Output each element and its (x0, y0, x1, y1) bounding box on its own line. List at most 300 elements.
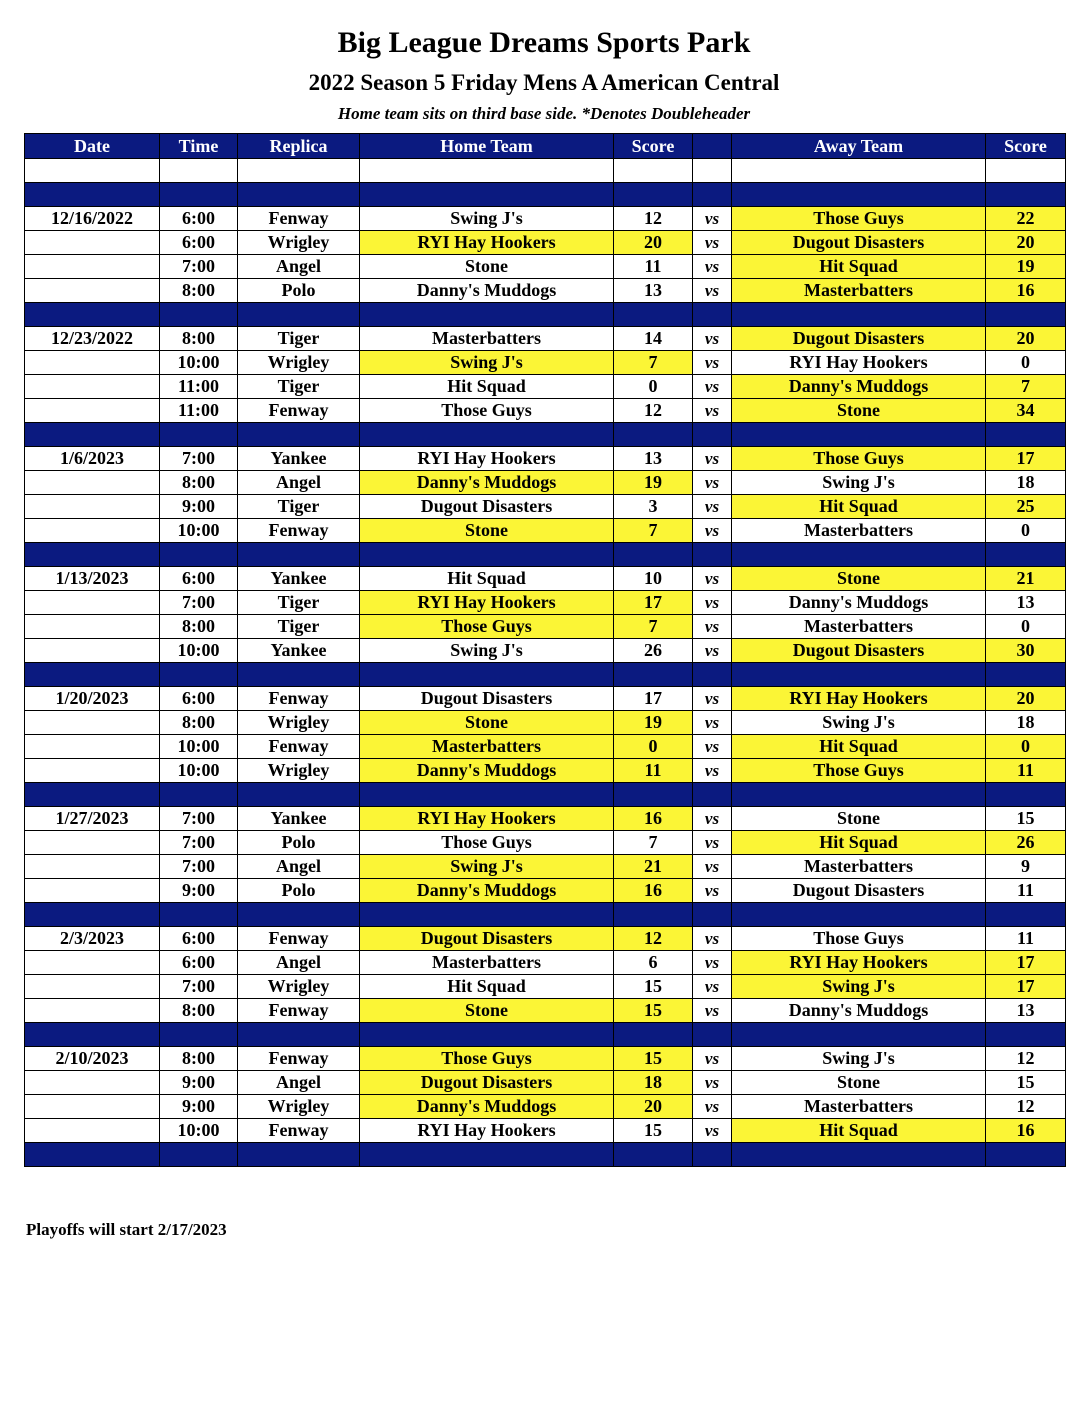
vs-label: vs (693, 639, 732, 663)
game-row (25, 735, 1066, 759)
away-score: 20 (986, 687, 1066, 711)
vs-label: vs (693, 279, 732, 303)
game-date: 1/6/2023 (25, 447, 160, 471)
away-team: Stone (732, 807, 986, 831)
away-team: RYI Hay Hookers (732, 351, 986, 375)
vs-label: vs (693, 495, 732, 519)
game-time: 8:00 (160, 471, 238, 495)
vs-label: vs (693, 519, 732, 543)
game-date (25, 231, 160, 255)
col-replica: Replica (238, 134, 360, 159)
away-score: 20 (986, 327, 1066, 351)
game-time: 8:00 (160, 279, 238, 303)
game-field: Angel (238, 855, 360, 879)
game-date (25, 1095, 160, 1119)
game-date (25, 351, 160, 375)
home-score: 15 (614, 1119, 693, 1143)
away-team: Swing J's (732, 975, 986, 999)
home-score: 14 (614, 327, 693, 351)
game-date: 2/10/2023 (25, 1047, 160, 1071)
vs-label: vs (693, 975, 732, 999)
away-score: 17 (986, 951, 1066, 975)
vs-label: vs (693, 1047, 732, 1071)
game-row (25, 375, 1066, 399)
vs-label: vs (693, 855, 732, 879)
away-team: Danny's Muddogs (732, 591, 986, 615)
game-field: Wrigley (238, 759, 360, 783)
home-score: 19 (614, 471, 693, 495)
home-score: 0 (614, 375, 693, 399)
game-time: 8:00 (160, 615, 238, 639)
away-team: Hit Squad (732, 831, 986, 855)
away-team: Dugout Disasters (732, 231, 986, 255)
game-row (25, 399, 1066, 423)
game-row (25, 255, 1066, 279)
vs-label: vs (693, 1071, 732, 1095)
game-field: Fenway (238, 207, 360, 231)
separator-row (25, 423, 1066, 447)
away-score: 11 (986, 927, 1066, 951)
away-team: Masterbatters (732, 615, 986, 639)
away-score: 15 (986, 1071, 1066, 1095)
game-row (25, 927, 1066, 951)
away-team: Stone (732, 567, 986, 591)
game-time: 10:00 (160, 735, 238, 759)
away-score: 34 (986, 399, 1066, 423)
game-time: 7:00 (160, 447, 238, 471)
vs-label: vs (693, 999, 732, 1023)
home-team: Stone (360, 999, 614, 1023)
home-team: Stone (360, 711, 614, 735)
game-date (25, 999, 160, 1023)
game-time: 6:00 (160, 687, 238, 711)
away-score: 20 (986, 231, 1066, 255)
game-time: 7:00 (160, 807, 238, 831)
game-row (25, 759, 1066, 783)
away-team: Hit Squad (732, 735, 986, 759)
game-date (25, 1119, 160, 1143)
game-time: 8:00 (160, 711, 238, 735)
home-score: 19 (614, 711, 693, 735)
home-score: 26 (614, 639, 693, 663)
home-score: 7 (614, 519, 693, 543)
vs-label: vs (693, 327, 732, 351)
game-date (25, 951, 160, 975)
away-team: Swing J's (732, 471, 986, 495)
game-time: 10:00 (160, 759, 238, 783)
home-team: Stone (360, 519, 614, 543)
home-score: 16 (614, 807, 693, 831)
game-field: Fenway (238, 1119, 360, 1143)
away-score: 9 (986, 855, 1066, 879)
game-time: 6:00 (160, 231, 238, 255)
away-team: Those Guys (732, 759, 986, 783)
away-score: 0 (986, 735, 1066, 759)
game-date: 12/16/2022 (25, 207, 160, 231)
game-date (25, 375, 160, 399)
home-score: 10 (614, 567, 693, 591)
col-away-score: Score (986, 134, 1066, 159)
game-time: 10:00 (160, 639, 238, 663)
away-team: Danny's Muddogs (732, 375, 986, 399)
vs-label: vs (693, 1095, 732, 1119)
away-team: Dugout Disasters (732, 879, 986, 903)
game-date (25, 255, 160, 279)
game-field: Tiger (238, 327, 360, 351)
away-team: Stone (732, 399, 986, 423)
game-date (25, 519, 160, 543)
game-date (25, 399, 160, 423)
home-team: Dugout Disasters (360, 495, 614, 519)
home-score: 15 (614, 999, 693, 1023)
separator-row (25, 543, 1066, 567)
home-score: 20 (614, 231, 693, 255)
home-team: Those Guys (360, 615, 614, 639)
game-row (25, 495, 1066, 519)
home-score: 12 (614, 927, 693, 951)
separator-row (25, 783, 1066, 807)
game-time: 7:00 (160, 855, 238, 879)
home-team: Those Guys (360, 831, 614, 855)
away-team: Masterbatters (732, 519, 986, 543)
away-score: 11 (986, 879, 1066, 903)
home-score: 15 (614, 1047, 693, 1071)
game-date (25, 711, 160, 735)
home-team: Danny's Muddogs (360, 279, 614, 303)
away-score: 12 (986, 1047, 1066, 1071)
home-team: Danny's Muddogs (360, 1095, 614, 1119)
game-row (25, 951, 1066, 975)
game-row (25, 855, 1066, 879)
vs-label: vs (693, 375, 732, 399)
separator-row (25, 903, 1066, 927)
game-field: Yankee (238, 447, 360, 471)
home-score: 11 (614, 255, 693, 279)
away-team: Masterbatters (732, 1095, 986, 1119)
game-row (25, 1071, 1066, 1095)
home-team: Those Guys (360, 399, 614, 423)
home-team: Swing J's (360, 855, 614, 879)
game-time: 6:00 (160, 207, 238, 231)
game-row (25, 519, 1066, 543)
home-team: Dugout Disasters (360, 1071, 614, 1095)
game-field: Fenway (238, 1047, 360, 1071)
game-date (25, 615, 160, 639)
game-time: 6:00 (160, 951, 238, 975)
game-row (25, 207, 1066, 231)
away-team: Stone (732, 1071, 986, 1095)
game-row (25, 807, 1066, 831)
home-team: Masterbatters (360, 951, 614, 975)
vs-label: vs (693, 687, 732, 711)
away-score: 17 (986, 447, 1066, 471)
away-score: 7 (986, 375, 1066, 399)
vs-label: vs (693, 879, 732, 903)
game-time: 6:00 (160, 567, 238, 591)
game-field: Yankee (238, 567, 360, 591)
vs-label: vs (693, 1119, 732, 1143)
game-date (25, 879, 160, 903)
game-field: Fenway (238, 999, 360, 1023)
game-time: 7:00 (160, 831, 238, 855)
vs-label: vs (693, 591, 732, 615)
vs-label: vs (693, 399, 732, 423)
game-time: 9:00 (160, 495, 238, 519)
game-date: 1/27/2023 (25, 807, 160, 831)
game-date (25, 831, 160, 855)
game-field: Fenway (238, 927, 360, 951)
game-field: Wrigley (238, 231, 360, 255)
col-date: Date (25, 134, 160, 159)
game-field: Fenway (238, 399, 360, 423)
home-team: Danny's Muddogs (360, 471, 614, 495)
home-team: Dugout Disasters (360, 687, 614, 711)
game-field: Angel (238, 255, 360, 279)
game-field: Yankee (238, 639, 360, 663)
game-row (25, 1095, 1066, 1119)
game-date (25, 495, 160, 519)
game-row (25, 711, 1066, 735)
game-field: Angel (238, 1071, 360, 1095)
game-field: Tiger (238, 591, 360, 615)
header-row (25, 134, 1066, 159)
col-time: Time (160, 134, 238, 159)
game-row (25, 279, 1066, 303)
vs-label: vs (693, 711, 732, 735)
game-date (25, 759, 160, 783)
game-row (25, 975, 1066, 999)
game-time: 11:00 (160, 399, 238, 423)
document-title: Big League Dreams Sports Park (337, 26, 751, 59)
home-score: 7 (614, 615, 693, 639)
game-row (25, 615, 1066, 639)
home-team: RYI Hay Hookers (360, 591, 614, 615)
away-team: RYI Hay Hookers (732, 951, 986, 975)
away-score: 0 (986, 615, 1066, 639)
game-field: Fenway (238, 735, 360, 759)
document-subtitle: 2022 Season 5 Friday Mens A American Central (308, 70, 780, 95)
game-date: 1/13/2023 (25, 567, 160, 591)
game-time: 11:00 (160, 375, 238, 399)
game-date (25, 639, 160, 663)
vs-label: vs (693, 735, 732, 759)
home-score: 11 (614, 759, 693, 783)
vs-label: vs (693, 831, 732, 855)
game-row (25, 591, 1066, 615)
away-score: 18 (986, 471, 1066, 495)
home-score: 6 (614, 951, 693, 975)
home-score: 17 (614, 687, 693, 711)
home-team: Swing J's (360, 639, 614, 663)
away-score: 11 (986, 759, 1066, 783)
home-score: 3 (614, 495, 693, 519)
separator-row (25, 663, 1066, 687)
game-time: 10:00 (160, 519, 238, 543)
col-home-team: Home Team (360, 134, 614, 159)
col-away-team: Away Team (732, 134, 986, 159)
game-row (25, 447, 1066, 471)
col-home-score: Score (614, 134, 693, 159)
game-time: 9:00 (160, 879, 238, 903)
home-team: Masterbatters (360, 327, 614, 351)
game-field: Polo (238, 831, 360, 855)
game-time: 8:00 (160, 1047, 238, 1071)
home-score: 17 (614, 591, 693, 615)
game-field: Tiger (238, 375, 360, 399)
away-team: Masterbatters (732, 855, 986, 879)
game-time: 10:00 (160, 1119, 238, 1143)
game-field: Fenway (238, 687, 360, 711)
away-score: 16 (986, 1119, 1066, 1143)
home-team: Danny's Muddogs (360, 879, 614, 903)
game-row (25, 327, 1066, 351)
game-time: 9:00 (160, 1071, 238, 1095)
vs-label: vs (693, 567, 732, 591)
game-time: 7:00 (160, 255, 238, 279)
away-score: 22 (986, 207, 1066, 231)
blank-row (25, 159, 1066, 183)
away-score: 25 (986, 495, 1066, 519)
game-field: Yankee (238, 807, 360, 831)
away-score: 21 (986, 567, 1066, 591)
game-time: 7:00 (160, 975, 238, 999)
game-time: 8:00 (160, 327, 238, 351)
home-team: RYI Hay Hookers (360, 1119, 614, 1143)
separator-row (25, 303, 1066, 327)
home-team: Hit Squad (360, 567, 614, 591)
away-team: Swing J's (732, 711, 986, 735)
away-team: Dugout Disasters (732, 639, 986, 663)
game-time: 9:00 (160, 1095, 238, 1119)
home-score: 16 (614, 879, 693, 903)
col-vs (693, 134, 732, 159)
away-score: 30 (986, 639, 1066, 663)
game-time: 10:00 (160, 351, 238, 375)
game-date: 2/3/2023 (25, 927, 160, 951)
game-date: 1/20/2023 (25, 687, 160, 711)
vs-label: vs (693, 351, 732, 375)
home-team: Swing J's (360, 207, 614, 231)
home-score: 7 (614, 351, 693, 375)
game-field: Angel (238, 471, 360, 495)
game-field: Wrigley (238, 975, 360, 999)
home-score: 20 (614, 1095, 693, 1119)
away-score: 0 (986, 519, 1066, 543)
separator-row (25, 1023, 1066, 1047)
home-team: Those Guys (360, 1047, 614, 1071)
away-score: 26 (986, 831, 1066, 855)
vs-label: vs (693, 759, 732, 783)
game-field: Tiger (238, 615, 360, 639)
game-field: Fenway (238, 519, 360, 543)
schedule-body (25, 159, 1066, 1167)
away-score: 19 (986, 255, 1066, 279)
game-field: Wrigley (238, 1095, 360, 1119)
vs-label: vs (693, 951, 732, 975)
separator-row (25, 183, 1066, 207)
away-score: 15 (986, 807, 1066, 831)
away-team: Those Guys (732, 447, 986, 471)
vs-label: vs (693, 927, 732, 951)
game-field: Wrigley (238, 351, 360, 375)
away-team: Danny's Muddogs (732, 999, 986, 1023)
home-team: RYI Hay Hookers (360, 807, 614, 831)
away-team: Hit Squad (732, 495, 986, 519)
home-score: 0 (614, 735, 693, 759)
game-time: 8:00 (160, 999, 238, 1023)
game-date: 12/23/2022 (25, 327, 160, 351)
schedule-table (24, 133, 1066, 1167)
game-row (25, 879, 1066, 903)
game-date (25, 279, 160, 303)
home-team: RYI Hay Hookers (360, 231, 614, 255)
home-score: 21 (614, 855, 693, 879)
home-team: Hit Squad (360, 375, 614, 399)
away-score: 17 (986, 975, 1066, 999)
game-field: Polo (238, 279, 360, 303)
game-date (25, 471, 160, 495)
vs-label: vs (693, 447, 732, 471)
home-team: Hit Squad (360, 975, 614, 999)
vs-label: vs (693, 471, 732, 495)
away-team: Dugout Disasters (732, 327, 986, 351)
home-team: RYI Hay Hookers (360, 447, 614, 471)
game-row (25, 1047, 1066, 1071)
away-score: 16 (986, 279, 1066, 303)
away-score: 13 (986, 999, 1066, 1023)
game-row (25, 231, 1066, 255)
game-row (25, 831, 1066, 855)
away-team: RYI Hay Hookers (732, 687, 986, 711)
game-date (25, 1071, 160, 1095)
home-score: 13 (614, 447, 693, 471)
home-team: Swing J's (360, 351, 614, 375)
home-score: 12 (614, 399, 693, 423)
game-row (25, 1119, 1066, 1143)
home-team: Stone (360, 255, 614, 279)
game-row (25, 999, 1066, 1023)
away-team: Those Guys (732, 927, 986, 951)
game-row (25, 567, 1066, 591)
separator-row (25, 1143, 1066, 1167)
game-field: Polo (238, 879, 360, 903)
home-score: 13 (614, 279, 693, 303)
away-score: 13 (986, 591, 1066, 615)
away-team: Hit Squad (732, 1119, 986, 1143)
game-field: Tiger (238, 495, 360, 519)
home-team: Masterbatters (360, 735, 614, 759)
game-row (25, 639, 1066, 663)
vs-label: vs (693, 807, 732, 831)
game-row (25, 687, 1066, 711)
game-date (25, 591, 160, 615)
home-score: 12 (614, 207, 693, 231)
home-score: 7 (614, 831, 693, 855)
game-date (25, 975, 160, 999)
vs-label: vs (693, 255, 732, 279)
schedule-note: Home team sits on third base side. *Denotes Doubleheader (337, 104, 751, 123)
home-score: 18 (614, 1071, 693, 1095)
vs-label: vs (693, 231, 732, 255)
home-score: 15 (614, 975, 693, 999)
vs-label: vs (693, 615, 732, 639)
game-time: 7:00 (160, 591, 238, 615)
away-team: Those Guys (732, 207, 986, 231)
home-team: Dugout Disasters (360, 927, 614, 951)
away-score: 12 (986, 1095, 1066, 1119)
vs-label: vs (693, 207, 732, 231)
game-time: 6:00 (160, 927, 238, 951)
